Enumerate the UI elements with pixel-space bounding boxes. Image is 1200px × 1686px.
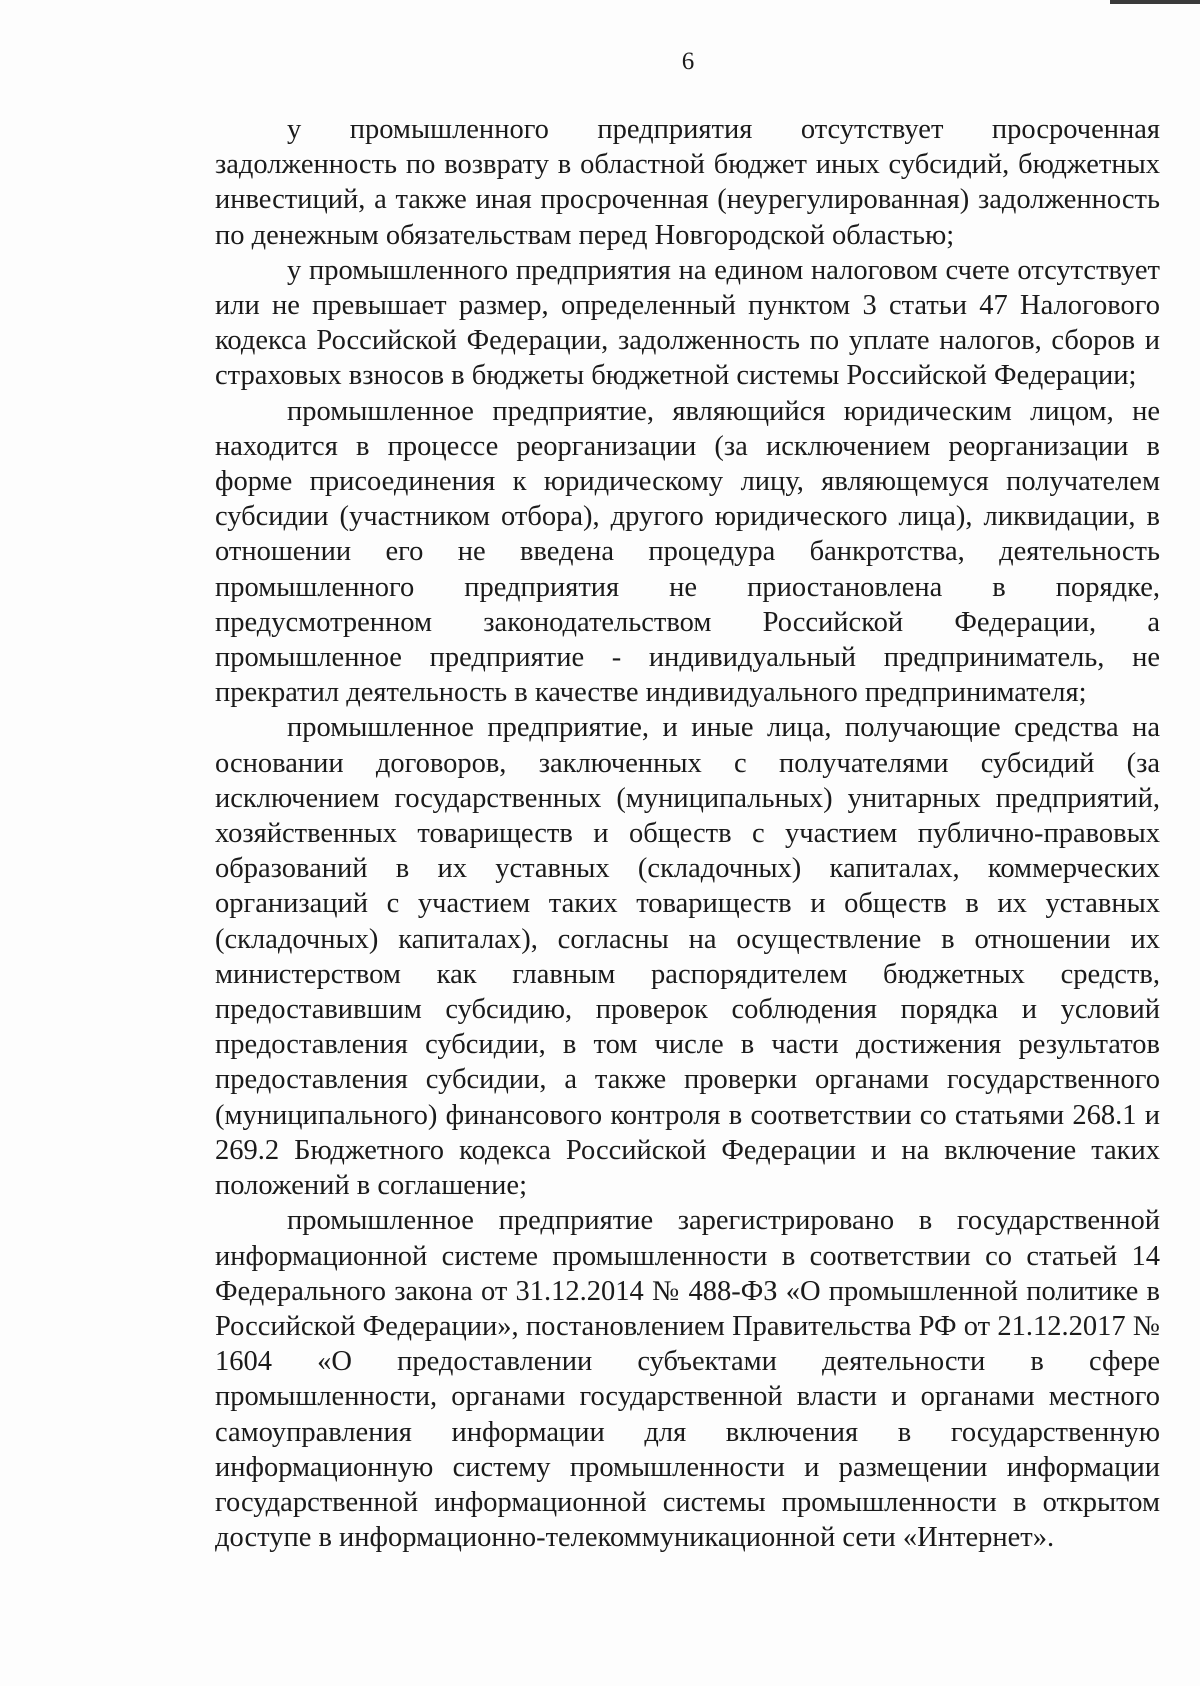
paragraph-no-reorganization: промышленное предприятие, являющийся юридическим лицом, не находится в процессе реорганизации (за исключением реорганизации в форме присоединения к юридическому лицу, являющемуся получателем субсидии (участником отбора), другого юридического лица), ликвидации, в отношении его не введена процедура банкротства, деятельность промышленного предприятия не приостановлена в порядке, предусмотренном законодательством Российской Федерации, а промышленное предприятие - индивидуальный предприниматель, не прекратил деятельность в качестве индивидуального предпринимателя;: [215, 395, 1160, 709]
scan-edge-mark: [1110, 0, 1200, 4]
paragraph-gisp-registration: промышленное предприятие зарегистрировано в государственной информационной системе промышленности в соответствии со статьей 14 Федерального закона от 31.12.2014 № 488-ФЗ «О промышленной политике в Российской Федерации», постановлением Правительства РФ от 21.12.2017 № 1604 «О предоставлении субъектами деятельности в сфере промышленности, органами государственной власти и органами местного самоуправления информации для включения в государственную информационную систему промышленности и размещении информации государственной информационной системы промышленности в открытом доступе в информационно-телекоммуникационной сети «Интернет».: [215, 1205, 1160, 1554]
paragraph-no-budget-debt: у промышленного предприятия отсутствует просроченная задолженность по возврату в областной бюджет иных субсидий, бюджетных инвестиций, а также иная просроченная (неурегулированная) задолженность по денежным обязательствам перед Новгородской областью;: [215, 114, 1160, 251]
paragraph-consent-to-audits: промышленное предприятие, и иные лица, получающие средства на основании договоров, заключенных с получателями субсидий (за исключением государственных (муниципальных) унитарных предприятий, хозяйственных товариществ и обществ с участием публично-правовых образований в их уставных (складочных) капиталах, коммерческих организаций с участием таких товариществ и обществ в их уставных (складочных) капиталах), согласны на осуществление в отношении их министерством как главным распорядителем бюджетных средств, предоставившим субсидию, проверок соблюдения порядка и условий предоставления субсидии, в том числе в части достижения результатов предоставления субсидии, а также проверки органами государственного (муниципального) финансового контроля в соответствии со статьями 268.1 и 269.2 Бюджетного кодекса Российской Федерации и на включение таких положений в соглашение;: [215, 712, 1160, 1202]
paragraph-no-tax-debt: у промышленного предприятия на едином налоговом счете отсутствует или не превышает размер, определенный пунктом 3 статьи 47 Налогового кодекса Российской Федерации, задолженность по уплате налогов, сборов и страховых взносов в бюджеты бюджетной системы Российской Федерации;: [215, 254, 1160, 392]
document-body: [215, 112, 1160, 1555]
page-number: 6: [681, 48, 695, 75]
